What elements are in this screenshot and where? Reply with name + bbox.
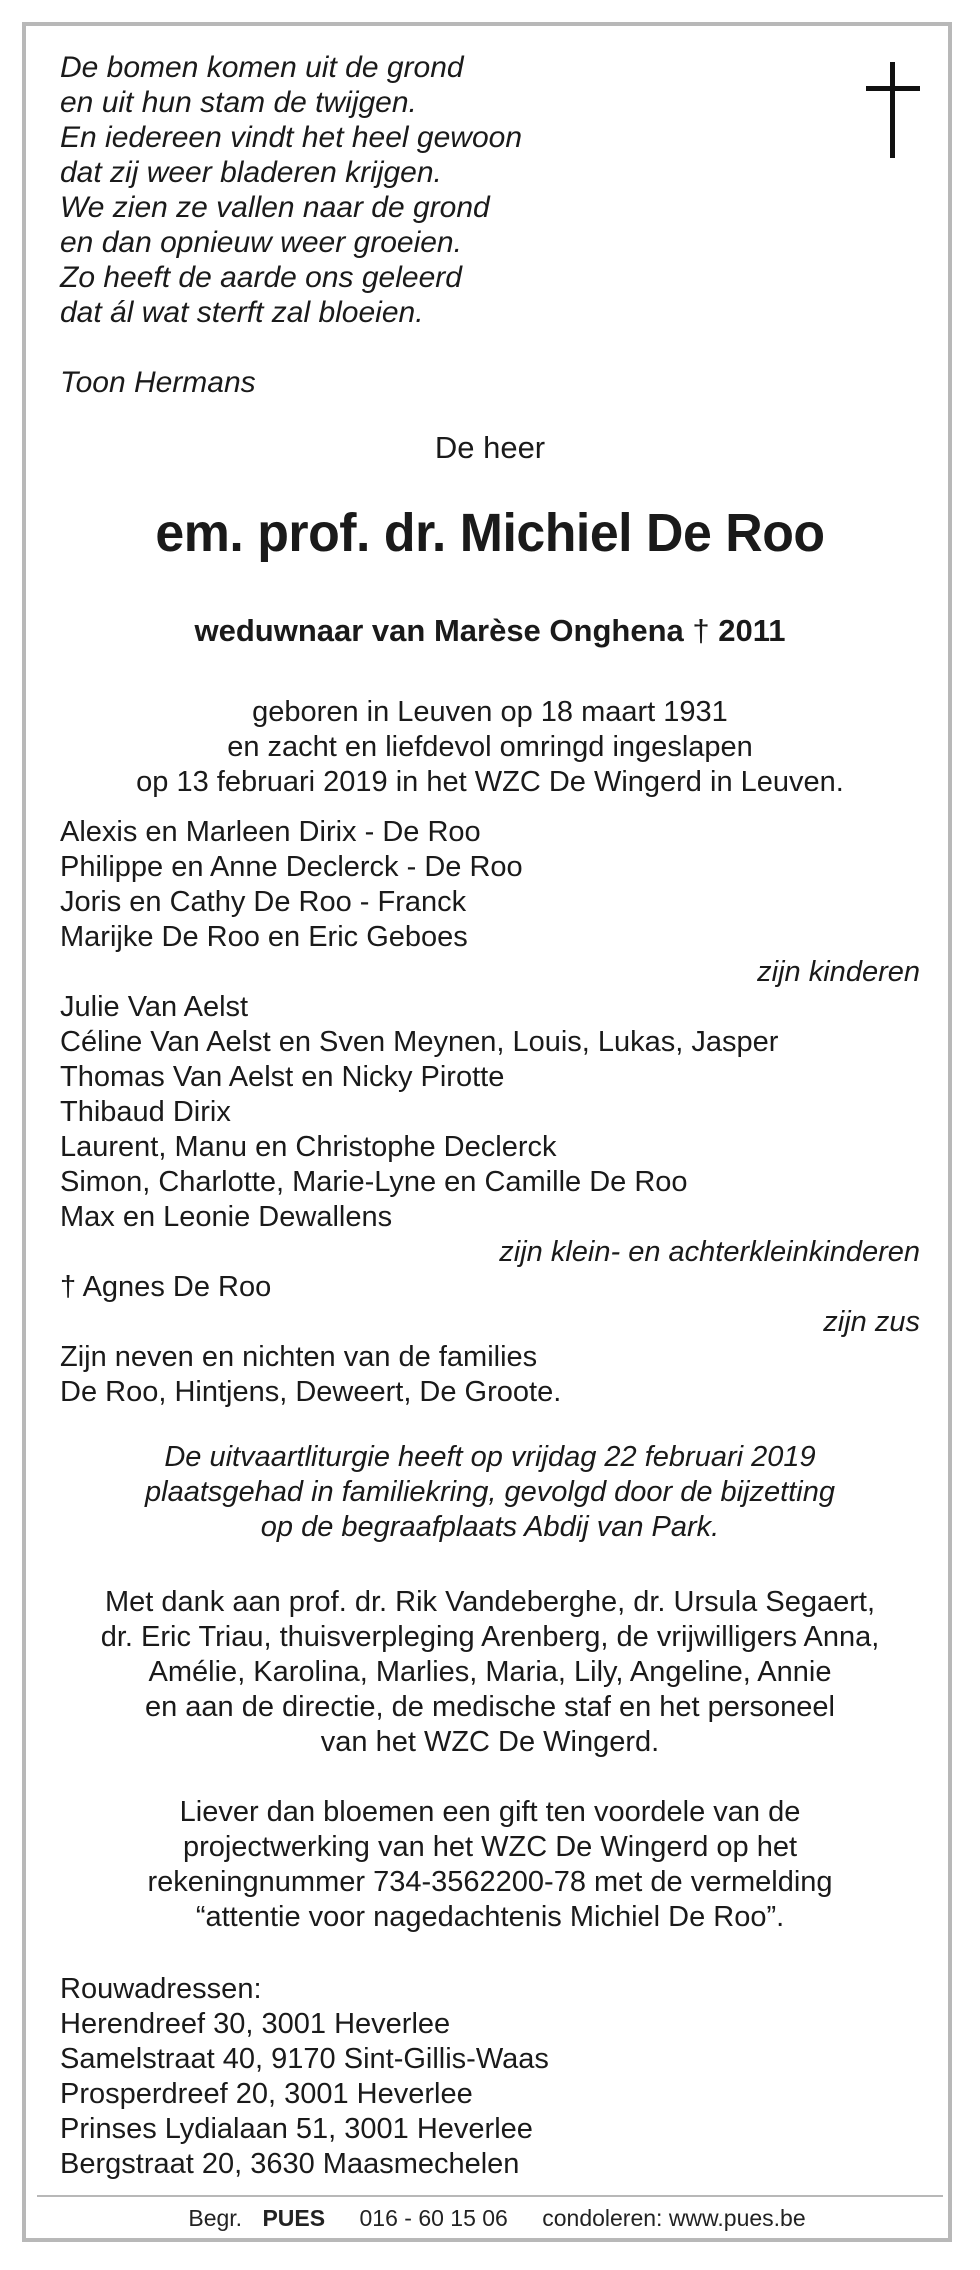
undertaker — [174, 2205, 325, 2231]
undertaker-prefix: Begr. — [188, 2205, 243, 2231]
liturgy-info — [60, 1440, 920, 1545]
gift-line: rekeningnummer 734-3562200-78 met de vermelding — [147, 1866, 833, 1898]
birth-line: en zacht en liefdevol omringd ingeslapen — [227, 731, 753, 763]
poem-line: De bomen komen uit de grond — [60, 51, 464, 84]
relatives-row: De Roo, Hintjens, Deweert, De Groote. — [60, 1376, 562, 1408]
gift-line: “attentie voor nagedachtenis Michiel De Roo”. — [195, 1901, 785, 1933]
grandchildren-role: zijn klein- en achterkleinkinderen — [499, 1236, 920, 1268]
liturgy-line: plaatsgehad in familiekring, gevolgd door de bijzetting — [145, 1476, 835, 1508]
thanks-line: dr. Eric Triau, thuisverpleging Arenberg, de vrijwilligers Anna, — [100, 1621, 880, 1653]
poem — [60, 50, 920, 400]
thanks-line: van het WZC De Wingerd. — [320, 1726, 660, 1758]
poem-line: dat zij weer bladeren krijgen. — [60, 156, 442, 189]
footer-divider — [37, 2195, 943, 2197]
addresses-heading: Rouwadressen: — [60, 1973, 262, 2005]
address-row: Herendreef 30, 3001 Heverlee — [60, 2008, 451, 2040]
poem-line: En iedereen vindt het heel gewoon — [60, 121, 523, 154]
widower-year: 2011 — [718, 613, 786, 648]
birth-info — [60, 695, 920, 800]
grandchild-row: Simon, Charlotte, Marie-Lyne en Camille De Roo — [60, 1166, 688, 1198]
grandchild-row: Laurent, Manu en Christophe Declerck — [60, 1131, 557, 1163]
sister-row: † Agnes De Roo — [60, 1271, 272, 1303]
children-role: zijn kinderen — [757, 956, 920, 988]
dagger-icon: † — [692, 613, 710, 648]
child-row: Joris en Cathy De Roo - Franck — [60, 886, 467, 918]
poem-line: We zien ze vallen naar de grond — [60, 191, 490, 224]
liturgy-line: De uitvaartliturgie heeft op vrijdag 22 februari 2019 — [164, 1441, 816, 1473]
poem-line: dat ál wat sterft zal bloeien. — [60, 296, 424, 329]
thanks-line: en aan de directie, de medische staf en het personeel — [144, 1691, 835, 1723]
sister-role: zijn zus — [823, 1306, 920, 1338]
poem-line: en uit hun stam de twijgen. — [60, 86, 417, 119]
grandchild-row: Thomas Van Aelst en Nicky Pirotte — [60, 1061, 505, 1093]
grandchild-row: Max en Leonie Dewallens — [60, 1201, 393, 1233]
family-list — [60, 815, 920, 1410]
thanks-line: Met dank aan prof. dr. Rik Vandeberghe, dr. Ursula Segaert, — [104, 1586, 875, 1618]
child-row: Philippe en Anne Declerck - De Roo — [60, 851, 523, 883]
relatives-row: Zijn neven en nichten van de families — [60, 1341, 538, 1373]
child-row: Alexis en Marleen Dirix - De Roo — [60, 816, 481, 848]
cross-icon — [863, 62, 923, 158]
address-row: Prosperdreef 20, 3001 Heverlee — [60, 2078, 473, 2110]
deceased-name: em. prof. dr. Michiel De Roo — [155, 503, 825, 563]
widower-line — [60, 613, 920, 649]
child-row: Marijke De Roo en Eric Geboes — [60, 921, 468, 953]
gift-info — [60, 1795, 920, 1935]
gift-line: projectwerking van het WZC De Wingerd op het — [182, 1831, 798, 1863]
address-row: Bergstraat 20, 3630 Maasmechelen — [60, 2148, 520, 2180]
footer-phone[interactable]: 016 - 60 15 06 — [359, 2205, 508, 2231]
honorific: De heer — [434, 430, 546, 465]
footer-condolences-link[interactable]: condoleren: www.pues.be — [542, 2205, 806, 2231]
footer — [0, 2205, 980, 2232]
address-row: Prinses Lydialaan 51, 3001 Heverlee — [60, 2113, 533, 2145]
poem-author: Toon Hermans — [60, 366, 256, 399]
undertaker-brand: PUES — [262, 2205, 326, 2231]
mourning-addresses — [60, 1972, 920, 2182]
poem-line: Zo heeft de aarde ons geleerd — [60, 261, 462, 294]
grandchild-row: Thibaud Dirix — [60, 1096, 231, 1128]
widower-text: weduwnaar van Marèse Onghena — [194, 613, 684, 648]
poem-line: en dan opnieuw weer groeien. — [60, 226, 462, 259]
address-row: Samelstraat 40, 9170 Sint-Gillis-Waas — [60, 2043, 549, 2075]
thanks-info — [60, 1585, 920, 1760]
grandchild-row: Julie Van Aelst — [60, 991, 249, 1023]
liturgy-line: op de begraafplaats Abdij van Park. — [260, 1511, 720, 1543]
birth-line: geboren in Leuven op 18 maart 1931 — [252, 696, 728, 728]
gift-line: Liever dan bloemen een gift ten voordele van de — [179, 1796, 801, 1828]
birth-line: op 13 februari 2019 in het WZC De Wingerd in Leuven. — [136, 766, 844, 798]
grandchild-row: Céline Van Aelst en Sven Meynen, Louis, Lukas, Jasper — [60, 1026, 779, 1058]
thanks-line: Amélie, Karolina, Marlies, Maria, Lily, Angeline, Annie — [148, 1656, 832, 1688]
